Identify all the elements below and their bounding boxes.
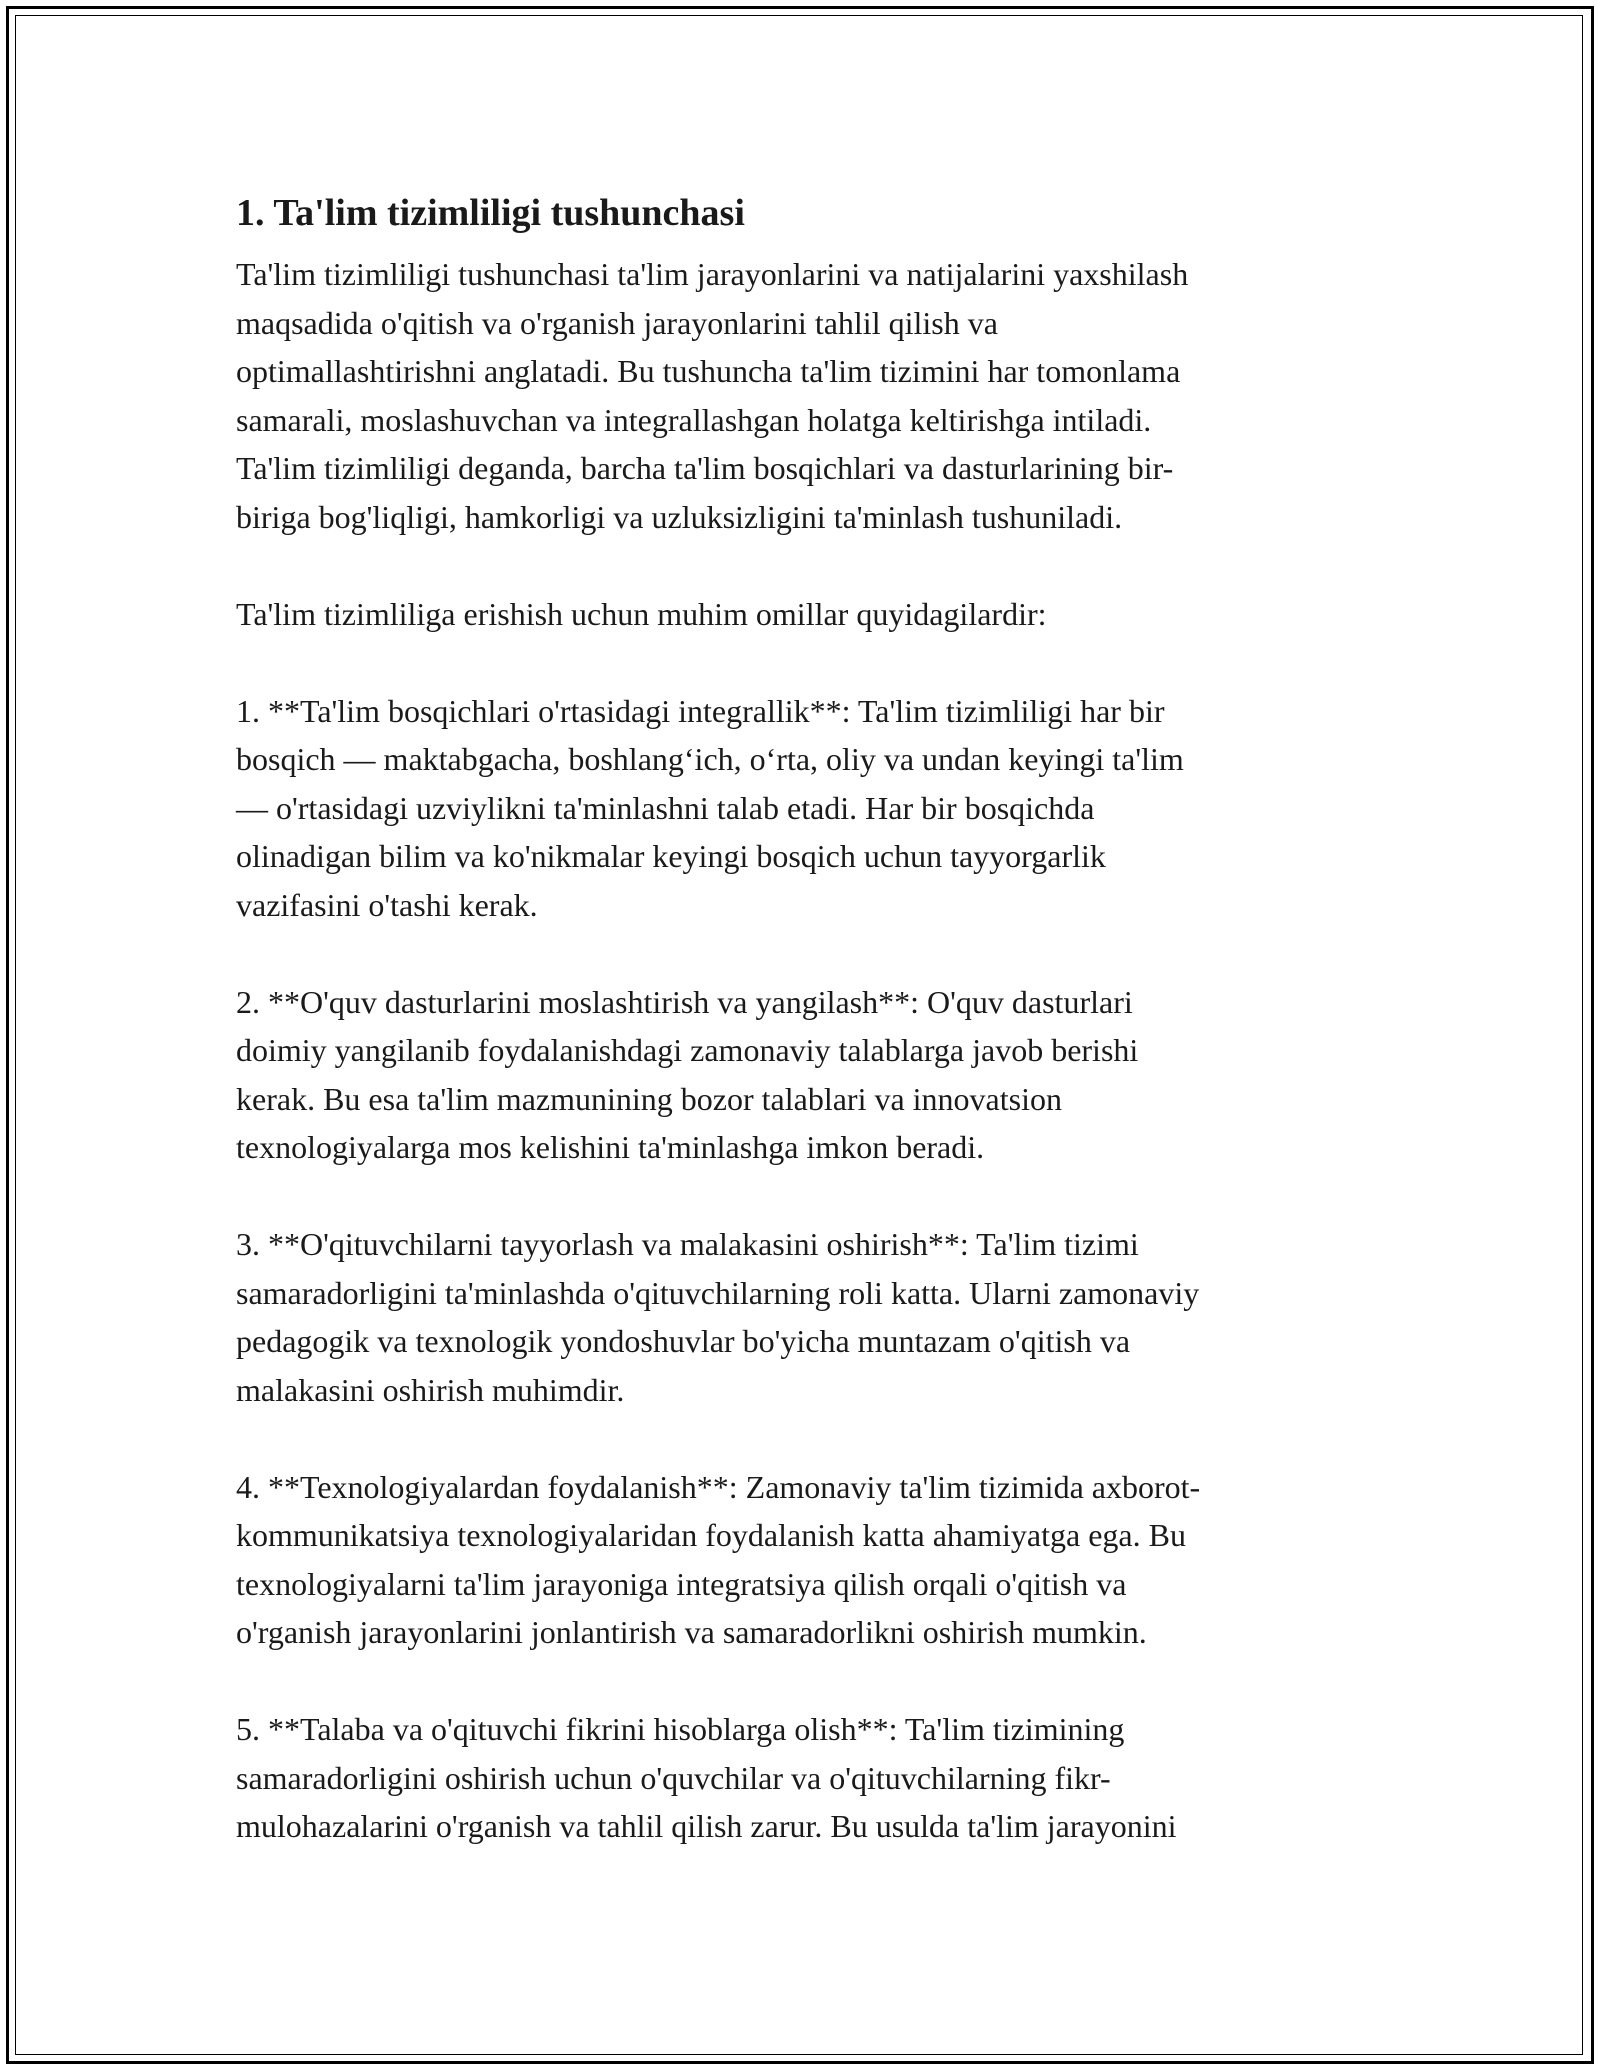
intro-paragraph: Ta'lim tizimliligi tushunchasi ta'lim jarayonlarini va natijalarini yaxshilash maqsadida o'qitish va o'rganish jarayonlarini tahlil qilish va optimallashtirishni anglatadi. Bu tushuncha ta'lim tizimini har tomonlama samarali, moslashuvchan va integrallashgan holatga keltirishga intiladi. Ta'lim tizimliligi deganda, barcha ta'lim bosqichlari va dasturlarining bir- biriga bog'liqligi, hamkorligi va uzluksizligini ta'minlash tushuniladi. (236, 256, 1189, 535)
document-body (236, 186, 1366, 1851)
list-item-technology: 4. **Texnologiyalardan foydalanish**: Zamonaviy ta'lim tizimida axborot- kommunikatsiya texnologiyalaridan foydalanish katta ahamiyatga ega. Bu texnologiyalarni ta'lim jarayoniga integratsiya qilish orqali o'qitish va o'rganish jarayonlarini jonlantirish va samaradorlikni oshirish mumkin. (236, 1468, 1201, 1650)
list-item-teachers: 3. **O'qituvchilarni tayyorlash va malakasini oshirish**: Ta'lim tizimi samaradorligini ta'minlashda o'qituvchilarning roli katta. Ularni zamonaviy pedagogik va texnologik yondoshuvlar bo'yicha muntazam o'qitish va malakasini oshirish muhimdir. (236, 1226, 1200, 1408)
factors-lead-paragraph: Ta'lim tizimliliga erishish uchun muhim omillar quyidagilardir: (236, 595, 1047, 632)
list-item-integration: 1. **Ta'lim bosqichlari o'rtasidagi integrallik**: Ta'lim tizimliligi har bir bosqich — maktabgacha, boshlang‘ich, o‘rta, oliy va undan keyingi ta'lim — o'rtasidagi uzviylikni ta'minlashni talab etadi. Har bir bosqichda olinadigan bilim va ko'nikmalar keyingi bosqich uchun tayyorgarlik vazifasini o'tashi kerak. (236, 692, 1184, 923)
section-heading: 1. Ta'lim tizimliligi tushunchasi (236, 192, 745, 234)
list-item-feedback: 5. **Talaba va o'qituvchi fikrini hisoblarga olish**: Ta'lim tizimining samaradorligini oshirish uchun o'quvchilar va o'qituvchilarning fikr- mulohazalarini o'rganish va tahlil qilish zarur. Bu usulda ta'lim jarayonini (236, 1711, 1177, 1844)
list-item-curriculum: 2. **O'quv dasturlarini moslashtirish va yangilash**: O'quv dasturlari doimiy yangilanib foydalanishdagi zamonaviy talablarga javob berishi kerak. Bu esa ta'lim mazmunining bozor talablari va innovatsion texnologiyalarga mos kelishini ta'minlashga imkon beradi. (236, 983, 1139, 1165)
